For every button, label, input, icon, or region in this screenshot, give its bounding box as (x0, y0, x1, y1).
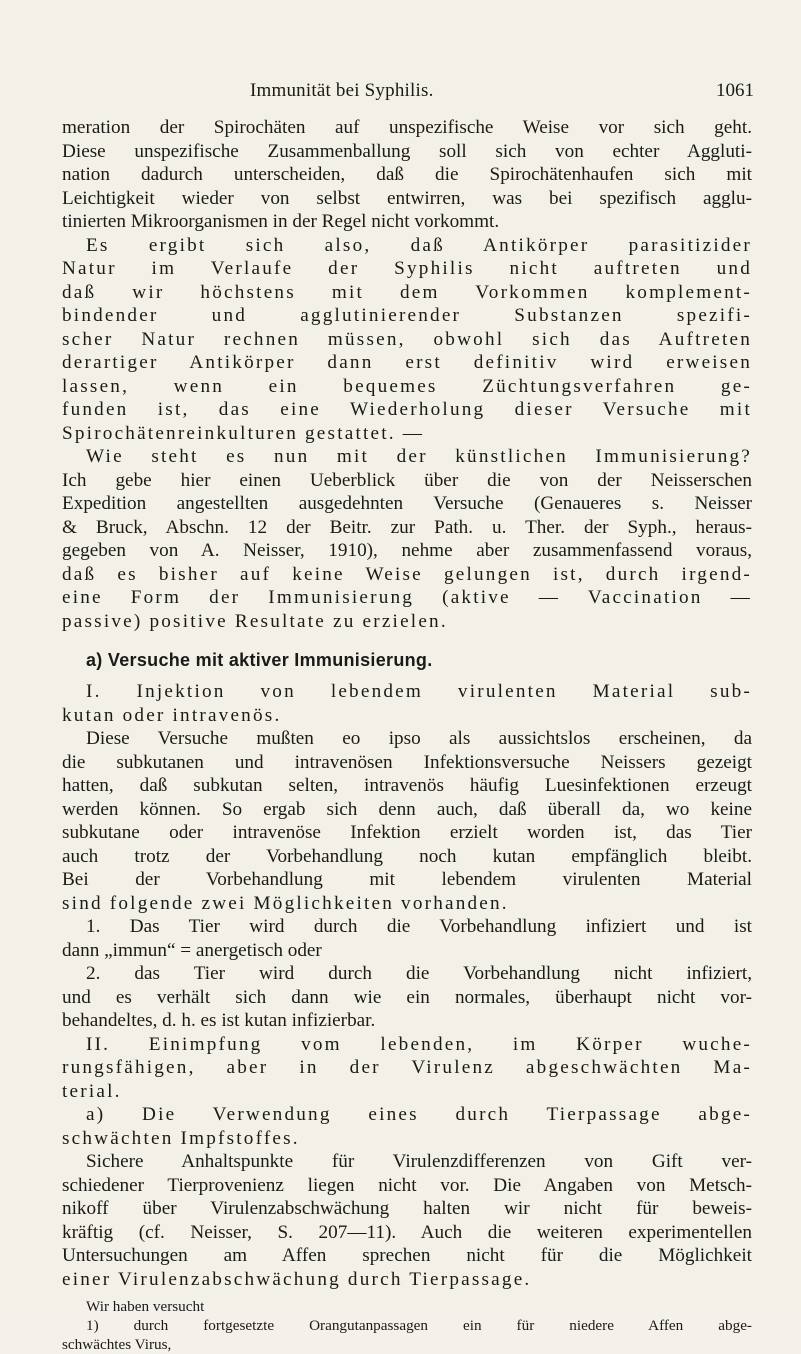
text-line: und es verhält sich dann wie ein normales, überhaupt nicht vor- (62, 986, 752, 1008)
text-line: einer Virulenzabschwächung durch Tierpassage. (62, 1268, 532, 1290)
running-head: Immunität bei Syphilis. (250, 80, 434, 101)
text-line: terial. (62, 1080, 122, 1102)
text-line: nation dadurch unterscheiden, daß die Spirochätenhaufen sich mit (62, 164, 752, 185)
text-line: derartiger Antikörper dann erst definitiv wird erweisen (62, 352, 752, 373)
text-line: sind folgende zwei Möglichkeiten vorhanden. (62, 892, 509, 914)
text-line: Sichere Anhaltspunkte für Virulenzdifferenzen von Gift ver- (86, 1151, 752, 1172)
section-gap (62, 633, 752, 647)
text-line: gegeben von A. Neisser, 1910), nehme aber zusammenfassend voraus, (62, 540, 752, 561)
text-line: Diese Versuche mußten eo ipso als aussichtslos erscheinen, da (86, 728, 752, 749)
text-line: Untersuchungen am Affen sprechen nicht für die Möglichkeit (62, 1245, 752, 1266)
text-line: Ich gebe hier einen Ueberblick über die von der Neisserschen (62, 469, 752, 491)
text-line: tinierten Mikroorganismen in der Regel nicht vorkommt. (62, 211, 500, 232)
text-line: bindender und agglutinierender Substanzen spezifi- (62, 305, 752, 326)
text-line: dann „immun“ = anergetisch oder (62, 939, 322, 961)
text-line: I. Injektion von lebendem virulenten Material sub- (86, 681, 752, 702)
text-line: meration der Spirochäten auf unspezifische Weise vor sich geht. (62, 117, 752, 138)
small-text-line: schwächtes Virus, (62, 1336, 172, 1353)
text-line: eine Form der Immunisierung (aktive — Vaccination — (62, 587, 752, 608)
text-line: kräftig (cf. Neisser, S. 207—11). Auch die weiteren experimentellen (62, 1221, 752, 1243)
text-line: funden ist, das eine Wiederholung dieser Versuche mit (62, 399, 752, 420)
small-text-line: Wir haben versucht (86, 1298, 205, 1315)
text-line: Spirochätenreinkulturen gestattet. — (62, 422, 425, 444)
text-line: Es ergibt sich also, daß Antikörper parasitizider (86, 234, 752, 256)
text-line: werden können. So ergab sich denn auch, daß überall da, wo keine (62, 798, 752, 820)
body-text (62, 116, 752, 1354)
text-line: 2. das Tier wird durch die Vorbehandlung nicht infiziert, (86, 963, 752, 984)
page-number: 1061 (716, 80, 754, 101)
text-line: lassen, wenn ein bequemes Züchtungsverfahren ge- (62, 375, 752, 397)
small-text-line: 1) durch fortgesetzte Orangutanpassagen ein für niedere Affen abge- (86, 1317, 752, 1334)
text-line: schiedener Tierprovenienz liegen nicht vor. Die Angaben von Metsch- (62, 1174, 752, 1196)
text-line: Leichtigkeit wieder von selbst entwirren, was bei spezifisch agglu- (62, 187, 752, 209)
section-heading: a) Versuche mit aktiver Immunisierung. (86, 650, 433, 670)
text-line: daß wir höchstens mit dem Vorkommen komplement- (62, 281, 752, 303)
page-header (62, 80, 754, 110)
text-line: kutan oder intravenös. (62, 704, 282, 726)
text-line: nikoff über Virulenzabschwächung halten wir nicht für beweis- (62, 1198, 752, 1219)
text-line: Natur im Verlaufe der Syphilis nicht auftreten und (62, 258, 752, 279)
text-line: die subkutanen und intravenösen Infektionsversuche Neissers gezeigt (62, 751, 752, 773)
text-line: daß es bisher auf keine Weise gelungen ist, durch irgend- (62, 563, 752, 585)
text-line: subkutane oder intravenöse Infektion erzielt worden ist, das Tier (62, 822, 752, 843)
text-line: auch trotz der Vorbehandlung noch kutan empfänglich bleibt. (62, 845, 752, 867)
text-line: & Bruck, Abschn. 12 der Beitr. zur Path. u. Ther. der Syph., heraus- (62, 516, 752, 538)
text-line: Bei der Vorbehandlung mit lebendem virulenten Material (62, 869, 752, 890)
text-line: a) Die Verwendung eines durch Tierpassage abge- (86, 1104, 752, 1125)
text-line: Wie steht es nun mit der künstlichen Immunisierung? (86, 446, 752, 467)
text-line: hatten, daß subkutan selten, intravenös häufig Luesinfektionen erzeugt (62, 775, 752, 796)
text-line: passive) positive Resultate zu erzielen. (62, 610, 448, 632)
text-line: behandeltes, d. h. es ist kutan infizierbar. (62, 1010, 376, 1031)
text-line: II. Einimpfung vom lebenden, im Körper wuche- (86, 1033, 752, 1055)
text-line: Diese unspezifische Zusammenballung soll sich von echter Aggluti- (62, 140, 752, 162)
text-line: 1. Das Tier wird durch die Vorbehandlung infiziert und ist (86, 916, 752, 937)
text-line: schwächten Impfstoffes. (62, 1127, 300, 1149)
text-line: rungsfähigen, aber in der Virulenz abgeschwächten Ma- (62, 1057, 752, 1078)
text-line: Expedition angestellten ausgedehnten Versuche (Genaueres s. Neisser (62, 493, 752, 514)
text-line: scher Natur rechnen müssen, obwohl sich das Auftreten (62, 328, 752, 350)
